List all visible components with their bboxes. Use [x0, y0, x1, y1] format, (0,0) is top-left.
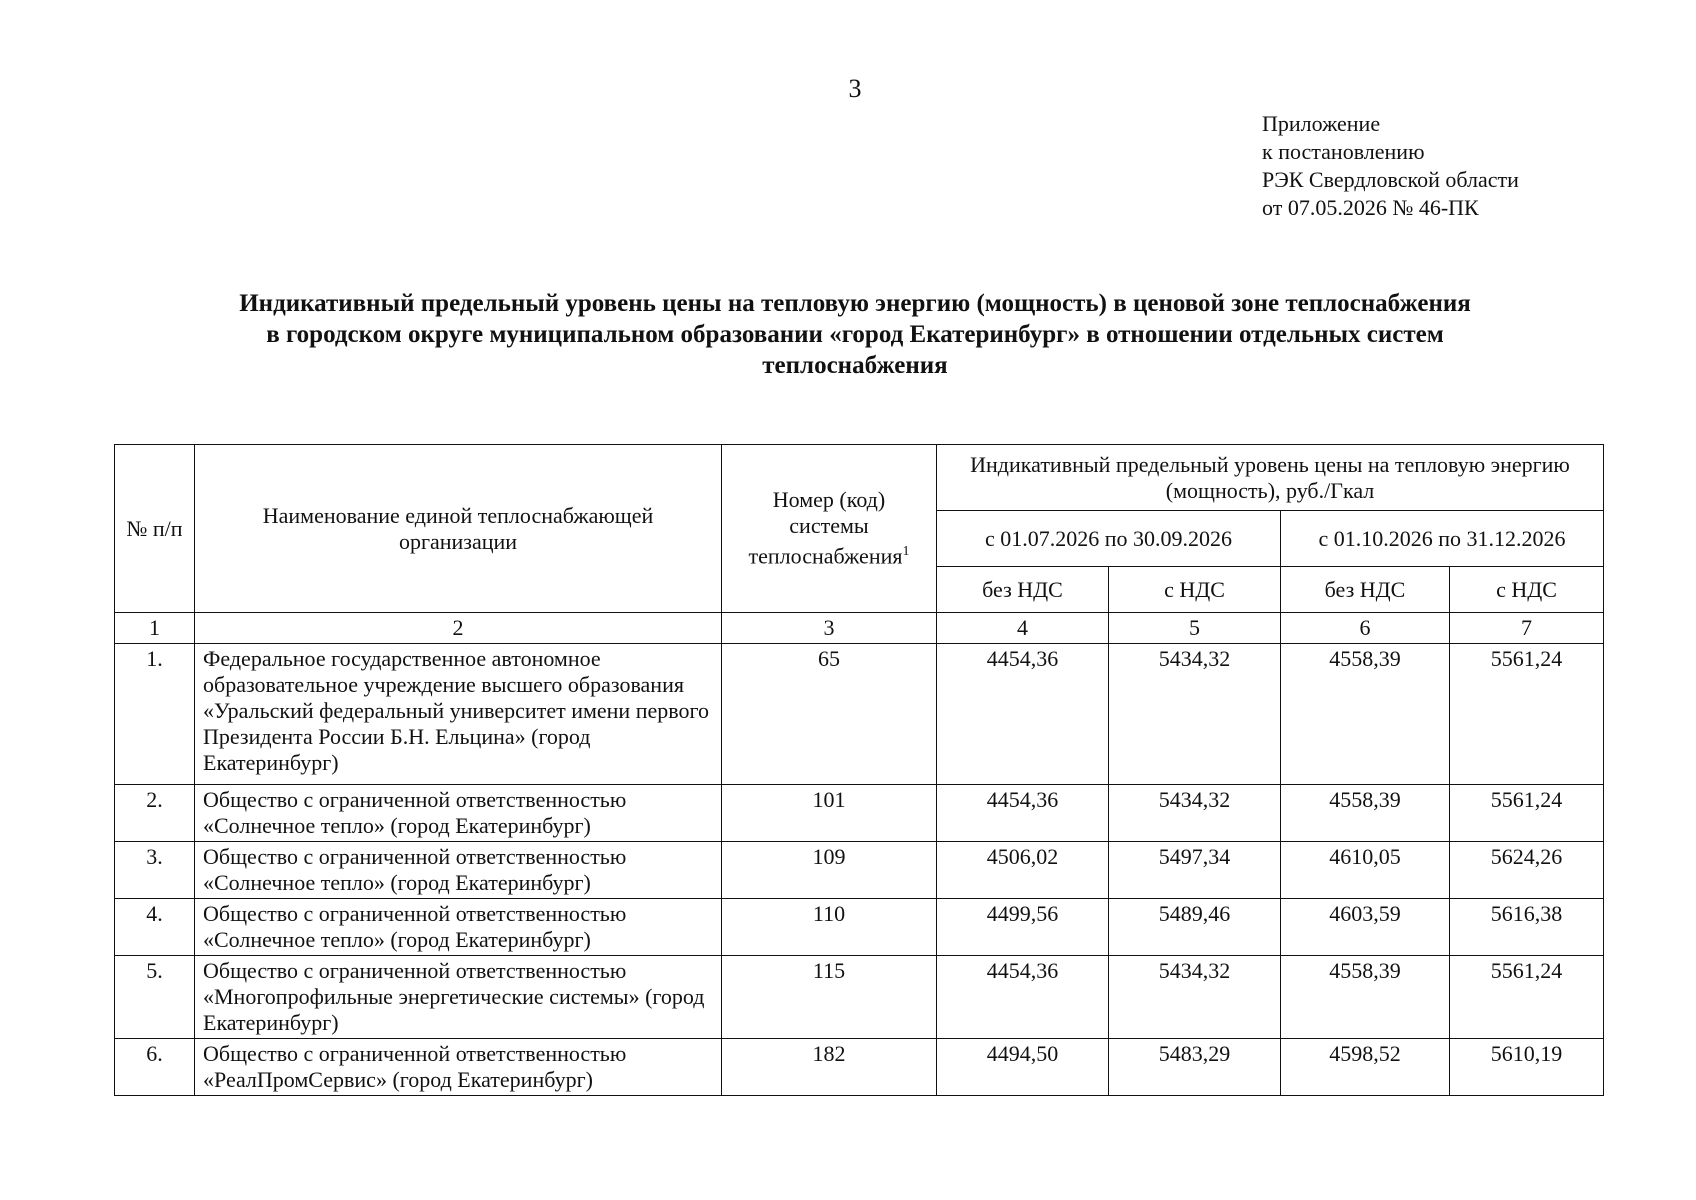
- title-line: в городском округе муниципальном образовании «город Екатеринбург» в отношении отдельных систем: [266, 321, 1444, 348]
- price-p1-no-vat: 4506,02: [937, 842, 1109, 899]
- price-p2-no-vat: 4610,05: [1281, 842, 1450, 899]
- org-name: Федеральное государственное автономное образовательное учреждение высшего образования «Уральский федеральный университет имени первого Президента России Б.Н. Ельцина» (город Екатеринбург): [195, 644, 722, 785]
- appendix-line: от 07.05.2026 № 46-ПК: [1262, 195, 1479, 220]
- column-number: 7: [1450, 613, 1604, 644]
- title-line: теплоснабжения: [762, 352, 948, 379]
- system-code: 182: [722, 1039, 937, 1096]
- footnote-mark: 1: [902, 544, 910, 560]
- price-p2-with-vat: 5561,24: [1450, 785, 1604, 842]
- table-row: [115, 899, 1604, 956]
- price-p2-with-vat: 5561,24: [1450, 644, 1604, 785]
- price-p1-with-vat: 5497,34: [1109, 842, 1281, 899]
- title-line: Индикативный предельный уровень цены на тепловую энергию (мощность) в ценовой зоне теплоснабжения: [239, 290, 1471, 317]
- header-p1-no-vat: без НДС: [937, 567, 1109, 613]
- row-number: 4.: [115, 899, 195, 956]
- system-code: 101: [722, 785, 937, 842]
- header-code: Номер (код) системы теплоснабжения$^1$: [722, 445, 937, 613]
- document-title: [120, 288, 1590, 381]
- price-p2-no-vat: 4598,52: [1281, 1039, 1450, 1096]
- table-row: [115, 842, 1604, 899]
- org-name: Общество с ограниченной ответственностью «Солнечное тепло» (город Екатеринбург): [195, 899, 722, 956]
- appendix-line: Приложение: [1262, 111, 1381, 136]
- system-code: 65: [722, 644, 937, 785]
- column-number-row: [115, 613, 1604, 644]
- header-num: № п/п: [115, 445, 195, 613]
- row-number: 3.: [115, 842, 195, 899]
- price-p1-no-vat: 4494,50: [937, 1039, 1109, 1096]
- system-code: 115: [722, 956, 937, 1039]
- column-number: 1: [115, 613, 195, 644]
- header-price-group: Индикативный предельный уровень цены на тепловую энергию (мощность), руб./Гкал: [937, 445, 1604, 511]
- price-p1-with-vat: 5489,46: [1109, 899, 1281, 956]
- header-period-1: с 01.07.2026 по 30.09.2026: [937, 511, 1281, 567]
- header-p2-with-vat: с НДС: [1450, 567, 1604, 613]
- price-p2-with-vat: 5561,24: [1450, 956, 1604, 1039]
- price-p2-with-vat: 5610,19: [1450, 1039, 1604, 1096]
- price-p1-with-vat: 5483,29: [1109, 1039, 1281, 1096]
- org-name: Общество с ограниченной ответственностью «РеалПромСервис» (город Екатеринбург): [195, 1039, 722, 1096]
- price-p2-no-vat: 4603,59: [1281, 899, 1450, 956]
- row-number: 6.: [115, 1039, 195, 1096]
- system-code: 109: [722, 842, 937, 899]
- row-number: 2.: [115, 785, 195, 842]
- price-p1-no-vat: 4454,36: [937, 785, 1109, 842]
- price-p1-with-vat: 5434,32: [1109, 785, 1281, 842]
- tariff-table: [114, 444, 1604, 1096]
- price-p2-no-vat: 4558,39: [1281, 644, 1450, 785]
- org-name: Общество с ограниченной ответственностью «Солнечное тепло» (город Екатеринбург): [195, 785, 722, 842]
- page-number: 3: [848, 74, 862, 103]
- price-p2-no-vat: 4558,39: [1281, 956, 1450, 1039]
- header-period-2: с 01.10.2026 по 31.12.2026: [1281, 511, 1604, 567]
- org-name: Общество с ограниченной ответственностью «Многопрофильные энергетические системы» (город Екатеринбург): [195, 956, 722, 1039]
- price-p1-no-vat: 4454,36: [937, 956, 1109, 1039]
- appendix-line: РЭК Свердловской области: [1262, 167, 1519, 192]
- price-p2-with-vat: 5616,38: [1450, 899, 1604, 956]
- appendix-block: [1262, 110, 1519, 222]
- table-row: [115, 785, 1604, 842]
- system-code: 110: [722, 899, 937, 956]
- price-p1-no-vat: 4454,36: [937, 644, 1109, 785]
- row-number: 1.: [115, 644, 195, 785]
- price-p1-no-vat: 4499,56: [937, 899, 1109, 956]
- header-org: Наименование единой теплоснабжающей организации: [195, 445, 722, 613]
- org-name: Общество с ограниченной ответственностью «Солнечное тепло» (город Екатеринбург): [195, 842, 722, 899]
- appendix-line: к постановлению: [1262, 139, 1425, 164]
- table-row: [115, 644, 1604, 785]
- table-row: [115, 1039, 1604, 1096]
- price-p2-no-vat: 4558,39: [1281, 785, 1450, 842]
- column-number: 5: [1109, 613, 1281, 644]
- column-number: 6: [1281, 613, 1450, 644]
- price-p2-with-vat: 5624,26: [1450, 842, 1604, 899]
- header-p1-with-vat: с НДС: [1109, 567, 1281, 613]
- column-number: 3: [722, 613, 937, 644]
- header-p2-no-vat: без НДС: [1281, 567, 1450, 613]
- price-p1-with-vat: 5434,32: [1109, 956, 1281, 1039]
- column-number: 4: [937, 613, 1109, 644]
- row-number: 5.: [115, 956, 195, 1039]
- column-number: 2: [195, 613, 722, 644]
- table-row: [115, 956, 1604, 1039]
- price-p1-with-vat: 5434,32: [1109, 644, 1281, 785]
